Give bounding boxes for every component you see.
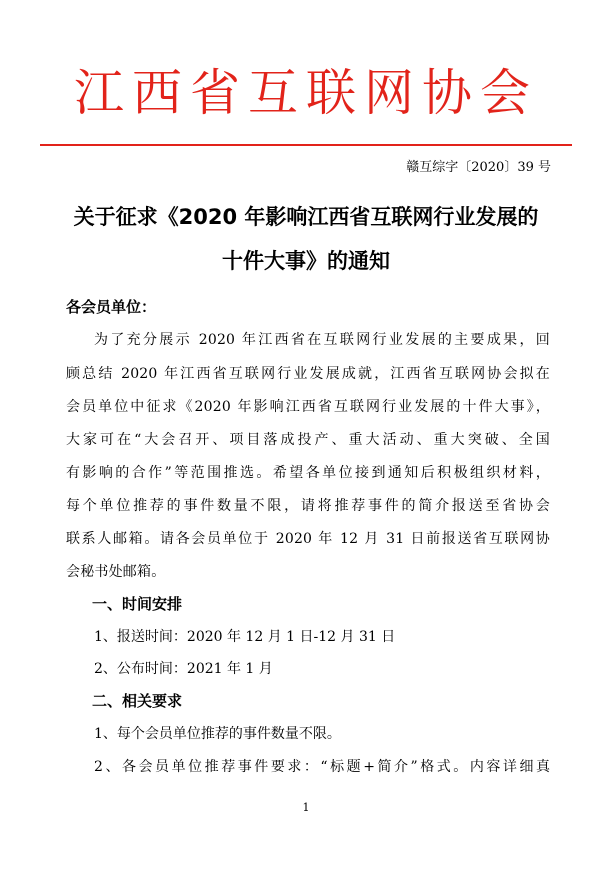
- paragraph-line: 大家可在“大会召开、项目落成投产、重大活动、重大突破、全国: [66, 432, 550, 448]
- requirement-item-1: 1、每个会员单位推荐的事件数量不限。: [94, 726, 341, 742]
- schedule-item-publish: 2、公布时间：2021 年 1 月: [94, 661, 273, 677]
- red-divider-line: [40, 144, 572, 146]
- paragraph-line: 会秘书处邮箱。: [66, 564, 166, 580]
- paragraph-line: 每个单位推荐的事件数量不限，请将推荐事件的简介报送至省协会: [66, 498, 550, 514]
- schedule-item-submit: 1、报送时间：2020 年 12 月 1 日-12 月 31 日: [94, 629, 396, 645]
- paragraph-line: 顾总结 2020 年江西省互联网行业发展成就，江西省互联网协会拟在: [66, 366, 550, 382]
- section-heading-schedule: 一、时间安排: [92, 595, 183, 613]
- requirement-item-2: 2、各会员单位推荐事件要求：“标题+简介”格式。内容详细真: [94, 759, 550, 775]
- salutation: 各会员单位：: [66, 298, 157, 316]
- document-title-line-2: 十件大事》的通知: [222, 249, 390, 273]
- paragraph-line: 有影响的合作”等范围推选。希望各单位接到通知后积极组织材料，: [66, 465, 550, 481]
- document-number: 赣互综字〔2020〕39 号: [406, 160, 551, 175]
- section-heading-requirements: 二、相关要求: [92, 692, 183, 710]
- paragraph-line: 会员单位中征求《2020 年影响江西省互联网行业发展的十件大事》，: [66, 399, 550, 415]
- paragraph-line: 联系人邮箱。请各会员单位于 2020 年 12 月 31 日前报送省互联网协: [66, 531, 550, 547]
- organization-header: 江西省互联网协会: [74, 64, 538, 122]
- document-title-line-1: 关于征求《2020 年影响江西省互联网行业发展的: [73, 205, 539, 229]
- page-number: 1: [302, 801, 310, 814]
- paragraph-line: 为了充分展示 2020 年江西省在互联网行业发展的主要成果，回: [94, 332, 550, 348]
